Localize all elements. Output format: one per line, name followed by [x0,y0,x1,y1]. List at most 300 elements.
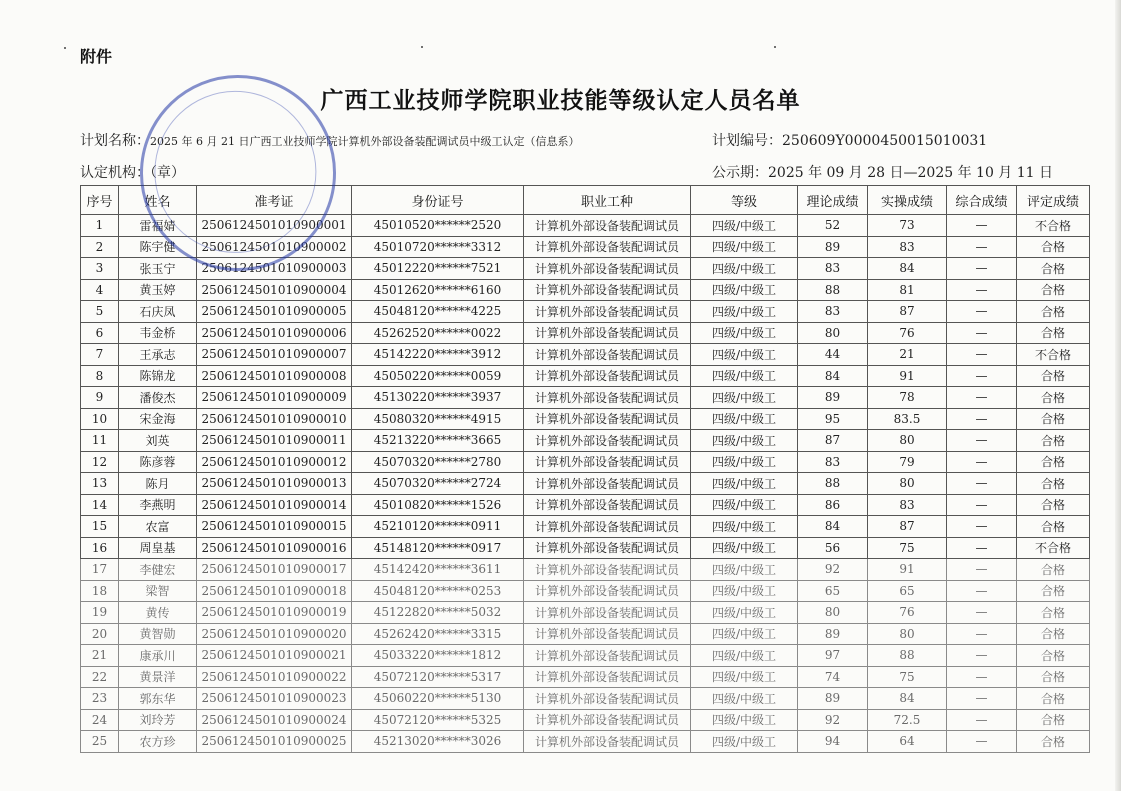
plan-name-value: 2025 年 6 月 21 日广西工业技师学院计算机外部设备装配调试员中级工认定（信息系） [150,135,580,148]
cell-result: 合格 [1017,408,1090,430]
cell-result: 合格 [1017,258,1090,280]
table-row [81,301,1090,323]
cell-occupation: 计算机外部设备装配调试员 [524,301,691,323]
cell-id-number: 45142420******3611 [352,559,524,581]
cell-theory-score: 44 [798,344,868,366]
cell-level: 四级/中级工 [691,516,798,538]
cell-id-number: 45048120******0253 [352,580,524,602]
table-row [81,451,1090,473]
cell-result: 合格 [1017,430,1090,452]
cell-occupation: 计算机外部设备装配调试员 [524,365,691,387]
cell-name: 宋金海 [119,408,197,430]
cell-theory-score: 83 [798,301,868,323]
cell-combined-score: — [947,451,1017,473]
cell-level: 四级/中级工 [691,301,798,323]
cell-name: 黄玉婷 [119,279,197,301]
cell-combined-score: — [947,279,1017,301]
cell-level: 四级/中级工 [691,322,798,344]
cell-index: 18 [81,580,119,602]
cell-practical-score: 64 [868,731,947,753]
certifying-org [80,162,185,182]
scan-speck [64,47,66,49]
table-row [81,322,1090,344]
cell-id-number: 45070320******2780 [352,451,524,473]
cell-id-number: 45010720******3312 [352,236,524,258]
table-row [81,602,1090,624]
cell-combined-score: — [947,494,1017,516]
table-row [81,258,1090,280]
table-row [81,731,1090,753]
cell-name: 陈宇健 [119,236,197,258]
cell-index: 2 [81,236,119,258]
cell-theory-score: 92 [798,559,868,581]
cell-level: 四级/中级工 [691,387,798,409]
table-row [81,537,1090,559]
cell-id-number: 45210120******0911 [352,516,524,538]
cell-occupation: 计算机外部设备装配调试员 [524,688,691,710]
cell-combined-score: — [947,688,1017,710]
cell-index: 22 [81,666,119,688]
page-edge [1115,0,1121,791]
roster-body [81,215,1090,753]
cell-name: 农富 [119,516,197,538]
table-row [81,580,1090,602]
cell-id-number: 45048120******4225 [352,301,524,323]
cell-theory-score: 89 [798,236,868,258]
cell-index: 16 [81,537,119,559]
cell-index: 8 [81,365,119,387]
cell-practical-score: 87 [868,516,947,538]
cell-name: 王承志 [119,344,197,366]
cell-index: 23 [81,688,119,710]
cell-id-number: 45060220******5130 [352,688,524,710]
cell-exam-ticket: 2506124501010900005 [197,301,352,323]
cell-level: 四级/中级工 [691,623,798,645]
cell-result: 不合格 [1017,344,1090,366]
cell-index: 9 [81,387,119,409]
cell-occupation: 计算机外部设备装配调试员 [524,408,691,430]
cell-exam-ticket: 2506124501010900011 [197,430,352,452]
cell-combined-score: — [947,408,1017,430]
cell-result: 合格 [1017,365,1090,387]
table-row [81,387,1090,409]
cell-result: 合格 [1017,236,1090,258]
cell-index: 25 [81,731,119,753]
cell-result: 合格 [1017,516,1090,538]
table-row [81,688,1090,710]
cell-practical-score: 79 [868,451,947,473]
cell-id-number: 45130220******3937 [352,387,524,409]
table-row [81,709,1090,731]
cell-name: 康承川 [119,645,197,667]
org-value: （章） [150,165,185,181]
cell-id-number: 45070320******2724 [352,473,524,495]
cell-result: 合格 [1017,709,1090,731]
cell-name: 石庆凤 [119,301,197,323]
cell-combined-score: — [947,365,1017,387]
cell-id-number: 45033220******1812 [352,645,524,667]
cell-name: 陈月 [119,473,197,495]
cell-exam-ticket: 2506124501010900001 [197,215,352,237]
header-combined-score: 综合成绩 [947,186,1017,215]
cell-id-number: 45080320******4915 [352,408,524,430]
cell-result: 合格 [1017,387,1090,409]
cell-practical-score: 75 [868,537,947,559]
cell-theory-score: 56 [798,537,868,559]
plan-name-label: 计划名称： [80,133,150,149]
cell-occupation: 计算机外部设备装配调试员 [524,516,691,538]
cell-result: 合格 [1017,623,1090,645]
cell-level: 四级/中级工 [691,430,798,452]
cell-result: 合格 [1017,451,1090,473]
cell-exam-ticket: 2506124501010900016 [197,537,352,559]
cell-exam-ticket: 2506124501010900014 [197,494,352,516]
header-id-number: 身份证号 [352,186,524,215]
table-row [81,645,1090,667]
cell-practical-score: 76 [868,602,947,624]
cell-index: 11 [81,430,119,452]
cell-result: 合格 [1017,580,1090,602]
plan-code-label: 计划编号： [712,133,782,149]
cell-id-number: 45012620******6160 [352,279,524,301]
cell-practical-score: 83.5 [868,408,947,430]
table-row [81,215,1090,237]
cell-index: 15 [81,516,119,538]
cell-occupation: 计算机外部设备装配调试员 [524,580,691,602]
cell-index: 6 [81,322,119,344]
cell-result: 合格 [1017,731,1090,753]
table-row [81,236,1090,258]
cell-practical-score: 73 [868,215,947,237]
table-row [81,473,1090,495]
cell-id-number: 45142220******3912 [352,344,524,366]
cell-theory-score: 83 [798,258,868,280]
cell-index: 10 [81,408,119,430]
cell-level: 四级/中级工 [691,559,798,581]
cell-name: 李健宏 [119,559,197,581]
cell-practical-score: 84 [868,258,947,280]
cell-occupation: 计算机外部设备装配调试员 [524,645,691,667]
cell-level: 四级/中级工 [691,408,798,430]
cell-level: 四级/中级工 [691,645,798,667]
cell-index: 4 [81,279,119,301]
cell-exam-ticket: 2506124501010900022 [197,666,352,688]
cell-index: 19 [81,602,119,624]
cell-level: 四级/中级工 [691,258,798,280]
cell-occupation: 计算机外部设备装配调试员 [524,473,691,495]
cell-practical-score: 91 [868,365,947,387]
header-name: 姓名 [119,186,197,215]
cell-practical-score: 80 [868,430,947,452]
cell-practical-score: 83 [868,494,947,516]
cell-id-number: 45122820******5032 [352,602,524,624]
cell-index: 17 [81,559,119,581]
cell-theory-score: 83 [798,451,868,473]
cell-theory-score: 94 [798,731,868,753]
cell-id-number: 45262420******3315 [352,623,524,645]
header-occupation: 职业工种 [524,186,691,215]
cell-result: 合格 [1017,473,1090,495]
cell-practical-score: 80 [868,473,947,495]
cell-id-number: 45050220******0059 [352,365,524,387]
cell-id-number: 45148120******0917 [352,537,524,559]
cell-index: 5 [81,301,119,323]
cell-combined-score: — [947,666,1017,688]
table-row [81,516,1090,538]
cell-exam-ticket: 2506124501010900020 [197,623,352,645]
notice-value: 2025 年 09 月 28 日—2025 年 10 月 11 日 [768,165,1054,181]
cell-occupation: 计算机外部设备装配调试员 [524,494,691,516]
cell-name: 郭东华 [119,688,197,710]
cell-combined-score: — [947,731,1017,753]
cell-level: 四级/中级工 [691,236,798,258]
cell-index: 7 [81,344,119,366]
cell-theory-score: 87 [798,430,868,452]
cell-level: 四级/中级工 [691,344,798,366]
cell-occupation: 计算机外部设备装配调试员 [524,387,691,409]
cell-level: 四级/中级工 [691,709,798,731]
cell-occupation: 计算机外部设备装配调试员 [524,666,691,688]
cell-occupation: 计算机外部设备装配调试员 [524,623,691,645]
cell-name: 陈彦蓉 [119,451,197,473]
cell-practical-score: 75 [868,666,947,688]
cell-exam-ticket: 2506124501010900018 [197,580,352,602]
cell-occupation: 计算机外部设备装配调试员 [524,279,691,301]
cell-result: 合格 [1017,494,1090,516]
cell-theory-score: 88 [798,473,868,495]
cell-practical-score: 65 [868,580,947,602]
cell-occupation: 计算机外部设备装配调试员 [524,215,691,237]
cell-combined-score: — [947,559,1017,581]
cell-theory-score: 92 [798,709,868,731]
table-header-row [81,186,1090,215]
cell-exam-ticket: 2506124501010900003 [197,258,352,280]
scan-speck [774,46,776,48]
cell-practical-score: 81 [868,279,947,301]
cell-index: 13 [81,473,119,495]
cell-occupation: 计算机外部设备装配调试员 [524,236,691,258]
cell-theory-score: 89 [798,387,868,409]
cell-result: 合格 [1017,688,1090,710]
cell-combined-score: — [947,602,1017,624]
cell-combined-score: — [947,430,1017,452]
cell-exam-ticket: 2506124501010900025 [197,731,352,753]
cell-index: 14 [81,494,119,516]
cell-level: 四级/中级工 [691,537,798,559]
cell-id-number: 45010520******2520 [352,215,524,237]
cell-combined-score: — [947,301,1017,323]
cell-result: 合格 [1017,279,1090,301]
cell-level: 四级/中级工 [691,602,798,624]
table-row [81,494,1090,516]
cell-theory-score: 95 [798,408,868,430]
cell-id-number: 45010820******1526 [352,494,524,516]
cell-exam-ticket: 2506124501010900007 [197,344,352,366]
cell-theory-score: 89 [798,688,868,710]
roster-table [80,185,1090,753]
cell-occupation: 计算机外部设备装配调试员 [524,731,691,753]
cell-occupation: 计算机外部设备装配调试员 [524,344,691,366]
cell-theory-score: 86 [798,494,868,516]
cell-index: 21 [81,645,119,667]
cell-level: 四级/中级工 [691,688,798,710]
cell-theory-score: 74 [798,666,868,688]
header-exam-ticket: 准考证 [197,186,352,215]
cell-practical-score: 87 [868,301,947,323]
cell-combined-score: — [947,537,1017,559]
cell-id-number: 45213020******3026 [352,731,524,753]
cell-level: 四级/中级工 [691,365,798,387]
cell-index: 3 [81,258,119,280]
cell-theory-score: 84 [798,365,868,387]
cell-level: 四级/中级工 [691,580,798,602]
cell-level: 四级/中级工 [691,215,798,237]
cell-exam-ticket: 2506124501010900021 [197,645,352,667]
cell-name: 刘英 [119,430,197,452]
cell-name: 陈锦龙 [119,365,197,387]
cell-id-number: 45072120******5325 [352,709,524,731]
cell-name: 张玉宁 [119,258,197,280]
document-title: 广西工业技师学院职业技能等级认定人员名单 [320,88,801,114]
cell-combined-score: — [947,258,1017,280]
cell-occupation: 计算机外部设备装配调试员 [524,430,691,452]
cell-result: 合格 [1017,602,1090,624]
cell-level: 四级/中级工 [691,666,798,688]
cell-theory-score: 97 [798,645,868,667]
cell-combined-score: — [947,473,1017,495]
cell-result: 合格 [1017,322,1090,344]
cell-practical-score: 21 [868,344,947,366]
cell-occupation: 计算机外部设备装配调试员 [524,602,691,624]
cell-result: 合格 [1017,301,1090,323]
cell-id-number: 45213220******3665 [352,430,524,452]
header-theory-score: 理论成绩 [798,186,868,215]
cell-exam-ticket: 2506124501010900024 [197,709,352,731]
cell-combined-score: — [947,387,1017,409]
cell-exam-ticket: 2506124501010900023 [197,688,352,710]
cell-occupation: 计算机外部设备装配调试员 [524,258,691,280]
cell-occupation: 计算机外部设备装配调试员 [524,559,691,581]
cell-theory-score: 89 [798,623,868,645]
cell-result: 不合格 [1017,537,1090,559]
cell-combined-score: — [947,580,1017,602]
cell-result: 合格 [1017,666,1090,688]
cell-exam-ticket: 2506124501010900013 [197,473,352,495]
cell-level: 四级/中级工 [691,279,798,301]
cell-exam-ticket: 2506124501010900019 [197,602,352,624]
cell-name: 雷福婧 [119,215,197,237]
attachment-label: 附件 [80,47,113,66]
cell-exam-ticket: 2506124501010900015 [197,516,352,538]
table-row [81,365,1090,387]
cell-exam-ticket: 2506124501010900002 [197,236,352,258]
table-row [81,279,1090,301]
cell-practical-score: 76 [868,322,947,344]
notice-period [712,162,1053,182]
cell-level: 四级/中级工 [691,451,798,473]
cell-id-number: 45012220******7521 [352,258,524,280]
cell-combined-score: — [947,709,1017,731]
cell-practical-score: 78 [868,387,947,409]
cell-index: 24 [81,709,119,731]
cell-theory-score: 52 [798,215,868,237]
header-level: 等级 [691,186,798,215]
cell-combined-score: — [947,215,1017,237]
cell-combined-score: — [947,236,1017,258]
cell-id-number: 45072120******5317 [352,666,524,688]
cell-name: 农方珍 [119,731,197,753]
org-label: 认定机构： [80,165,150,181]
table-row [81,344,1090,366]
cell-name: 黄智勋 [119,623,197,645]
cell-name: 周皇基 [119,537,197,559]
cell-name: 李燕明 [119,494,197,516]
cell-practical-score: 72.5 [868,709,947,731]
cell-occupation: 计算机外部设备装配调试员 [524,537,691,559]
cell-combined-score: — [947,623,1017,645]
cell-exam-ticket: 2506124501010900004 [197,279,352,301]
cell-result: 不合格 [1017,215,1090,237]
cell-combined-score: — [947,344,1017,366]
cell-name: 潘俊杰 [119,387,197,409]
cell-id-number: 45262520******0022 [352,322,524,344]
cell-level: 四级/中级工 [691,731,798,753]
table-row [81,559,1090,581]
cell-name: 梁智 [119,580,197,602]
cell-occupation: 计算机外部设备装配调试员 [524,451,691,473]
scan-speck [421,46,423,48]
cell-index: 20 [81,623,119,645]
table-row [81,623,1090,645]
cell-result: 合格 [1017,645,1090,667]
cell-level: 四级/中级工 [691,494,798,516]
cell-theory-score: 80 [798,322,868,344]
header-index: 序号 [81,186,119,215]
plan-name [80,130,579,150]
cell-combined-score: — [947,645,1017,667]
plan-code [712,130,987,150]
cell-theory-score: 84 [798,516,868,538]
table-row [81,408,1090,430]
cell-practical-score: 88 [868,645,947,667]
cell-exam-ticket: 2506124501010900006 [197,322,352,344]
plan-code-value: 250609Y0000450015010031 [782,133,988,149]
cell-practical-score: 84 [868,688,947,710]
cell-level: 四级/中级工 [691,473,798,495]
cell-exam-ticket: 2506124501010900008 [197,365,352,387]
table-row [81,430,1090,452]
cell-result: 合格 [1017,559,1090,581]
cell-theory-score: 65 [798,580,868,602]
header-practical-score: 实操成绩 [868,186,947,215]
cell-name: 黄传 [119,602,197,624]
cell-combined-score: — [947,516,1017,538]
notice-label: 公示期： [712,165,768,181]
cell-index: 1 [81,215,119,237]
cell-theory-score: 88 [798,279,868,301]
cell-exam-ticket: 2506124501010900012 [197,451,352,473]
cell-name: 韦金桥 [119,322,197,344]
cell-practical-score: 80 [868,623,947,645]
cell-combined-score: — [947,322,1017,344]
table-row [81,666,1090,688]
cell-index: 12 [81,451,119,473]
header-result: 评定成绩 [1017,186,1090,215]
cell-practical-score: 83 [868,236,947,258]
cell-name: 刘玲芳 [119,709,197,731]
cell-practical-score: 91 [868,559,947,581]
cell-exam-ticket: 2506124501010900009 [197,387,352,409]
